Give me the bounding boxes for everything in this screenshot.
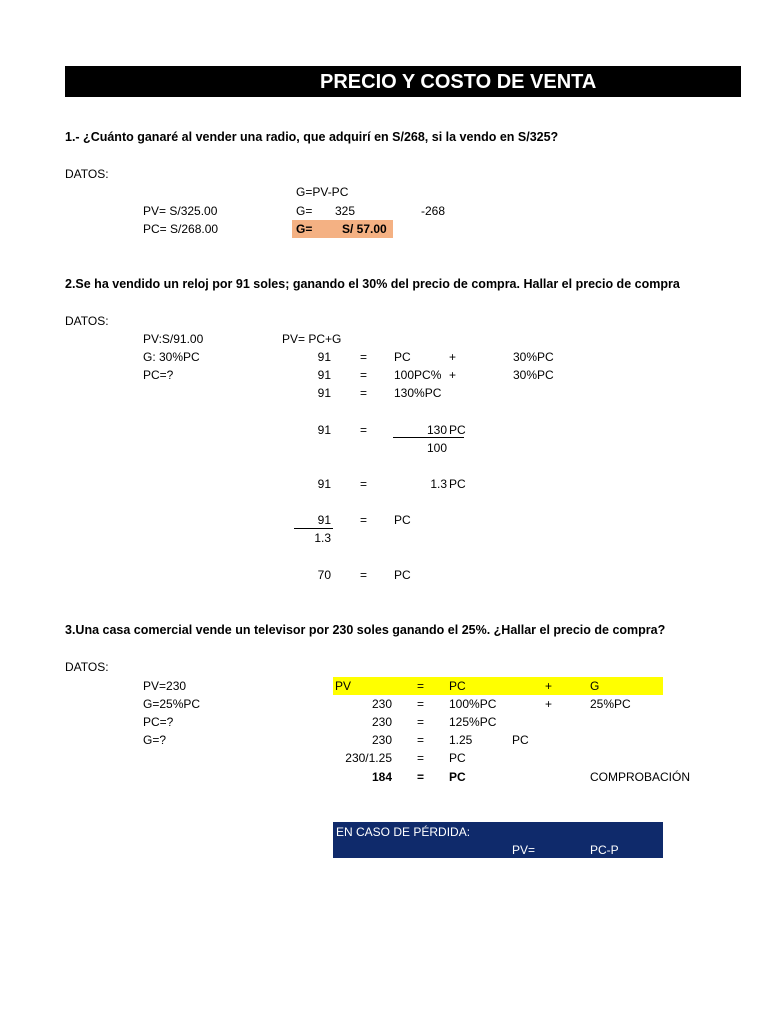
problem-2-r6-denominator: 1.3: [314, 531, 331, 545]
problem-1-datos-label: DATOS:: [65, 167, 109, 181]
problem-2-r5-num: 1.3: [430, 477, 447, 491]
problem-2-r4-fraction-line: [393, 437, 464, 438]
problem-1-result-label: G=: [296, 222, 313, 236]
problem-3-r1-d: 25%PC: [590, 697, 631, 711]
problem-3-h-plus: +: [545, 679, 553, 693]
problem-3-h-g: G: [590, 679, 600, 693]
problem-3-r1-eq: =: [417, 697, 425, 711]
problem-3-r2-c: 125%PC: [449, 715, 497, 729]
problem-3-question: 3.Una casa comercial vende un televisor por 230 soles ganando el 25%. ¿Hallar el precio de compra?: [65, 623, 666, 637]
problem-3-g-unknown: G=?: [143, 733, 167, 747]
problem-2-question: 2.Se ha vendido un reloj por 91 soles; ganando el 30% del precio de compra. Hallar el precio de compra: [65, 277, 680, 291]
problem-2-r3-c: 130%PC: [394, 386, 442, 400]
problem-3-r4-eq: =: [417, 751, 425, 765]
problem-3-r4-c: PC: [449, 751, 466, 765]
problem-3-r5-eq: =: [417, 770, 425, 784]
problem-2-datos-label: DATOS:: [65, 314, 109, 328]
problem-2-r3-a: 91: [317, 386, 331, 400]
problem-2-r1-eq: =: [360, 350, 368, 364]
problem-2-r6-c: PC: [394, 513, 411, 527]
problem-2-r3-eq: =: [360, 386, 368, 400]
problem-3-r1-plus: +: [545, 697, 553, 711]
problem-1-pc: PC= S/268.00: [143, 222, 219, 236]
problem-2-r7-eq: =: [360, 568, 368, 582]
problem-2-r6-numerator: 91: [317, 513, 331, 527]
problem-3-r2-a: 230: [371, 715, 392, 729]
problem-2-r1-d: 30%PC: [513, 350, 554, 364]
problem-2-r4-a: 91: [317, 423, 331, 437]
problem-2-pv: PV:S/91.00: [143, 332, 204, 346]
problem-2-r4-denominator: 100: [426, 441, 447, 455]
problem-3-r4-a: 230/1.25: [345, 751, 392, 765]
problem-1-g-value-a: 325: [335, 204, 356, 218]
problem-1-g-value-b: -268: [421, 204, 446, 218]
problem-3-datos-label: DATOS:: [65, 660, 109, 674]
problem-2-r2-d: 30%PC: [513, 368, 554, 382]
problem-2-r1-a: 91: [317, 350, 331, 364]
problem-3-r3-a: 230: [371, 733, 392, 747]
problem-3-r5-a: 184: [371, 770, 392, 784]
problem-2-r7-a: 70: [317, 568, 331, 582]
problem-2-r7-c: PC: [394, 568, 411, 582]
problem-2-r1-c: PC: [394, 350, 411, 364]
page-title: PRECIO Y COSTO DE VENTA: [320, 71, 597, 93]
problem-2-r5-eq: =: [360, 477, 368, 491]
problem-2-r4-numerator: 130: [426, 423, 447, 437]
problem-2-r2-eq: =: [360, 368, 368, 382]
problem-2-r4-pc: PC: [449, 423, 466, 437]
problem-1-formula: G=PV-PC: [296, 185, 349, 199]
problem-1-g-label: G=: [296, 204, 313, 218]
loss-case-title: EN CASO DE PÉRDIDA:: [336, 825, 471, 839]
problem-2-formula: PV= PC+G: [282, 332, 342, 346]
problem-3-r2-eq: =: [417, 715, 425, 729]
problem-3-h-pc: PC: [449, 679, 466, 693]
problem-2-r2-c: 100PC%: [394, 368, 442, 382]
problem-2-g: G: 30%PC: [143, 350, 200, 364]
problem-1-result-value: S/ 57.00: [342, 222, 387, 236]
problem-3-r3-eq: =: [417, 733, 425, 747]
problem-2-r2-a: 91: [317, 368, 331, 382]
problem-3-verification-label: COMPROBACIÓN: [590, 770, 691, 784]
problem-3-r1-c: 100%PC: [449, 697, 497, 711]
problem-2-r2-plus: +: [449, 368, 457, 382]
problem-3-pv: PV=230: [143, 679, 187, 693]
problem-3-r1-a: 230: [371, 697, 392, 711]
problem-2-pc: PC=?: [143, 368, 174, 382]
problem-1-pv: PV= S/325.00: [143, 204, 218, 218]
problem-3-h-eq: =: [417, 679, 425, 693]
problem-3-r5-c: PC: [449, 770, 466, 784]
problem-1-question: 1.- ¿Cuánto ganaré al vender una radio, que adquirí en S/268, si la vendo en S/325?: [65, 130, 559, 144]
problem-3-h-pv: PV: [335, 679, 352, 693]
problem-2-r4-eq: =: [360, 423, 368, 437]
problem-2-r5-a: 91: [317, 477, 331, 491]
problem-3-g: G=25%PC: [143, 697, 201, 711]
problem-2-r1-plus: +: [449, 350, 457, 364]
problem-2-r6-eq: =: [360, 513, 368, 527]
loss-case-formula: PC-P: [590, 843, 619, 857]
problem-2-r5-pc: PC: [449, 477, 466, 491]
problem-3-pc: PC=?: [143, 715, 174, 729]
loss-case-pv: PV=: [512, 843, 536, 857]
problem-3-r3-d: PC: [512, 733, 529, 747]
problem-2-r6-fraction-line: [294, 528, 333, 529]
problem-3-r3-c: 1.25: [449, 733, 473, 747]
problem-3-header-highlight: [333, 677, 663, 695]
